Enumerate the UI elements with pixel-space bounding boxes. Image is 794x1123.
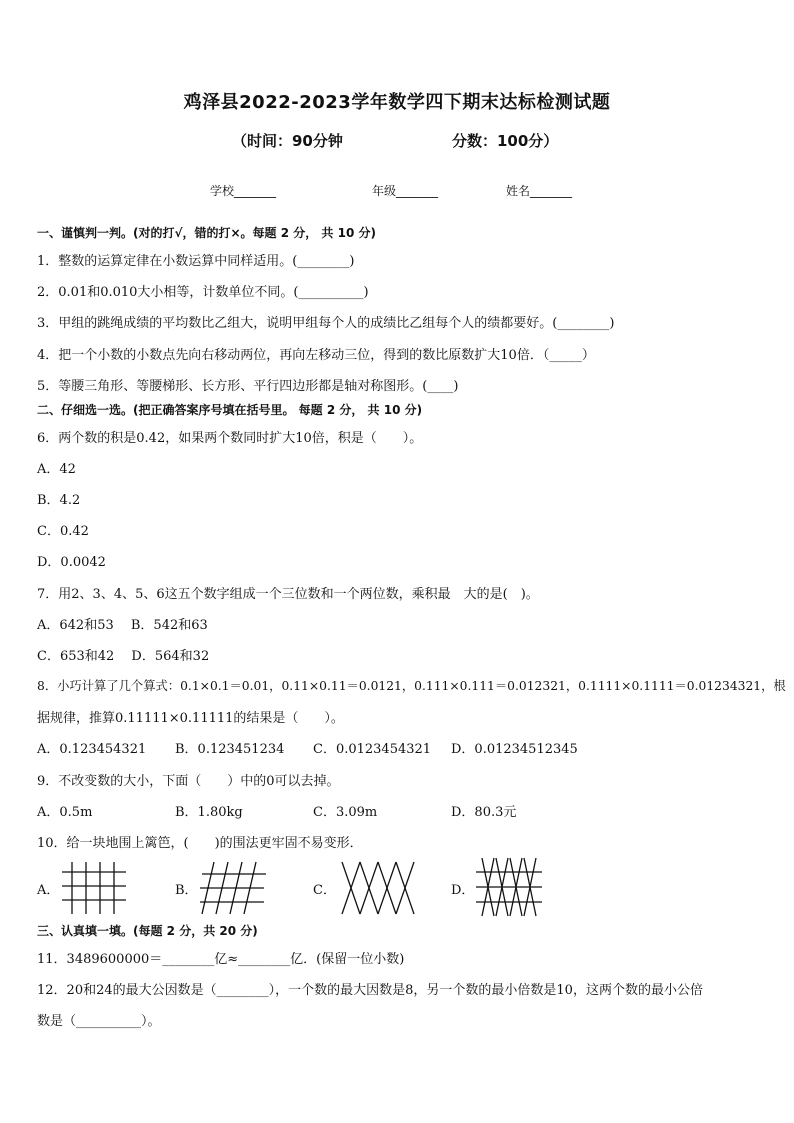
question-12-line2: 数是（__________）。 bbox=[37, 1014, 161, 1029]
question-6: 6．两个数的积是0.42，如果两个数同时扩大10倍，积是（ ）。 bbox=[37, 431, 423, 446]
q10-option-b: B． bbox=[175, 883, 198, 898]
q7-options-ab: A．642和53 B．542和63 bbox=[37, 618, 208, 633]
question-11: 11．3489600000＝________亿≈________亿．(保留一位小数) bbox=[37, 952, 405, 967]
question-8-line1: 8．小巧计算了几个算式：0.1×0.1＝0.01，0.11×0.11＝0.0121，0.111×0.111＝0.012321，0.1111×0.1111＝0.01234321，根 bbox=[37, 679, 786, 693]
q6-option-b: B．4.2 bbox=[37, 493, 81, 508]
q9-option-a: A．0.5m bbox=[37, 805, 93, 820]
school-field: 学校_______ bbox=[210, 184, 277, 198]
q8-option-b: B．0.123451234 bbox=[175, 742, 285, 757]
question-2: 2．0.01和0.010大小相等，计数单位不同。(__________) bbox=[37, 285, 369, 300]
section2-heading: 二、仔细选一选。(把正确答案序号填在括号里。 每题 2 分， 共 10 分) bbox=[37, 403, 423, 417]
exam-score: 分数：100分） bbox=[452, 132, 559, 150]
q10-option-c: C． bbox=[313, 883, 336, 898]
q10-option-d: D． bbox=[451, 883, 475, 898]
q7-options-cd: C．653和42 D．564和32 bbox=[37, 649, 210, 664]
q9-option-d: D．80.3元 bbox=[451, 805, 517, 820]
q6-option-d: D．0.0042 bbox=[37, 555, 106, 570]
q10-option-a: A． bbox=[37, 883, 60, 898]
question-8-line2: 据规律，推算0.11111×0.11111的结果是（ ）。 bbox=[37, 711, 344, 726]
q8-option-d: D．0.01234512345 bbox=[451, 742, 578, 757]
question-10: 10．给一块地围上篱笆，( )的围法更牢固不易变形． bbox=[37, 836, 363, 851]
page-title: 鸡泽县2022-2023学年数学四下期末达标检测试题 bbox=[183, 92, 611, 113]
question-3: 3．甲组的跳绳成绩的平均数比乙组大，说明甲组每个人的成绩比乙组每个人的绩都要好。(________) bbox=[37, 316, 615, 331]
q8-option-a: A．0.123454321 bbox=[37, 742, 147, 757]
exam-time: （时间：90分钟 bbox=[232, 132, 343, 150]
question-1: 1．整数的运算定律在小数运算中同样适用。(________) bbox=[37, 254, 355, 269]
q8-option-c: C．0.0123454321 bbox=[313, 742, 432, 757]
q9-option-c: C．3.09m bbox=[313, 805, 378, 820]
question-7: 7．用2、3、4、5、6这五个数字组成一个三位数和一个两位数，乘积最 大的是( )。 bbox=[37, 587, 539, 602]
question-12-line1: 12．20和24的最大公因数是（________），一个数的最大因数是8，另一个数的最小倍数是10，这两个数的最小公倍 bbox=[37, 983, 703, 998]
q6-option-c: C．0.42 bbox=[37, 524, 89, 539]
fence-figure-d bbox=[474, 856, 546, 918]
question-5: 5．等腰三角形、等腰梯形、长方形、平行四边形都是轴对称图形。(____) bbox=[37, 379, 459, 394]
name-field: 姓名_______ bbox=[506, 184, 573, 198]
q6-option-a: A．42 bbox=[37, 462, 76, 477]
fence-figure-b bbox=[198, 860, 270, 916]
q9-option-b: B．1.80kg bbox=[175, 805, 243, 820]
fence-figure-c bbox=[338, 860, 420, 916]
fence-figure-a bbox=[60, 860, 130, 916]
question-9: 9．不改变数的大小，下面（ ）中的0可以去掉。 bbox=[37, 774, 340, 789]
grade-field: 年级_______ bbox=[372, 184, 439, 198]
section3-heading: 三、认真填一填。(每题 2 分，共 20 分) bbox=[37, 924, 258, 938]
section1-heading: 一、谨慎判一判。(对的打√，错的打×。每题 2 分， 共 10 分) bbox=[37, 226, 376, 240]
question-4: 4．把一个小数的小数点先向右移动两位，再向左移动三位，得到的数比原数扩大10倍．（_____） bbox=[37, 348, 595, 363]
